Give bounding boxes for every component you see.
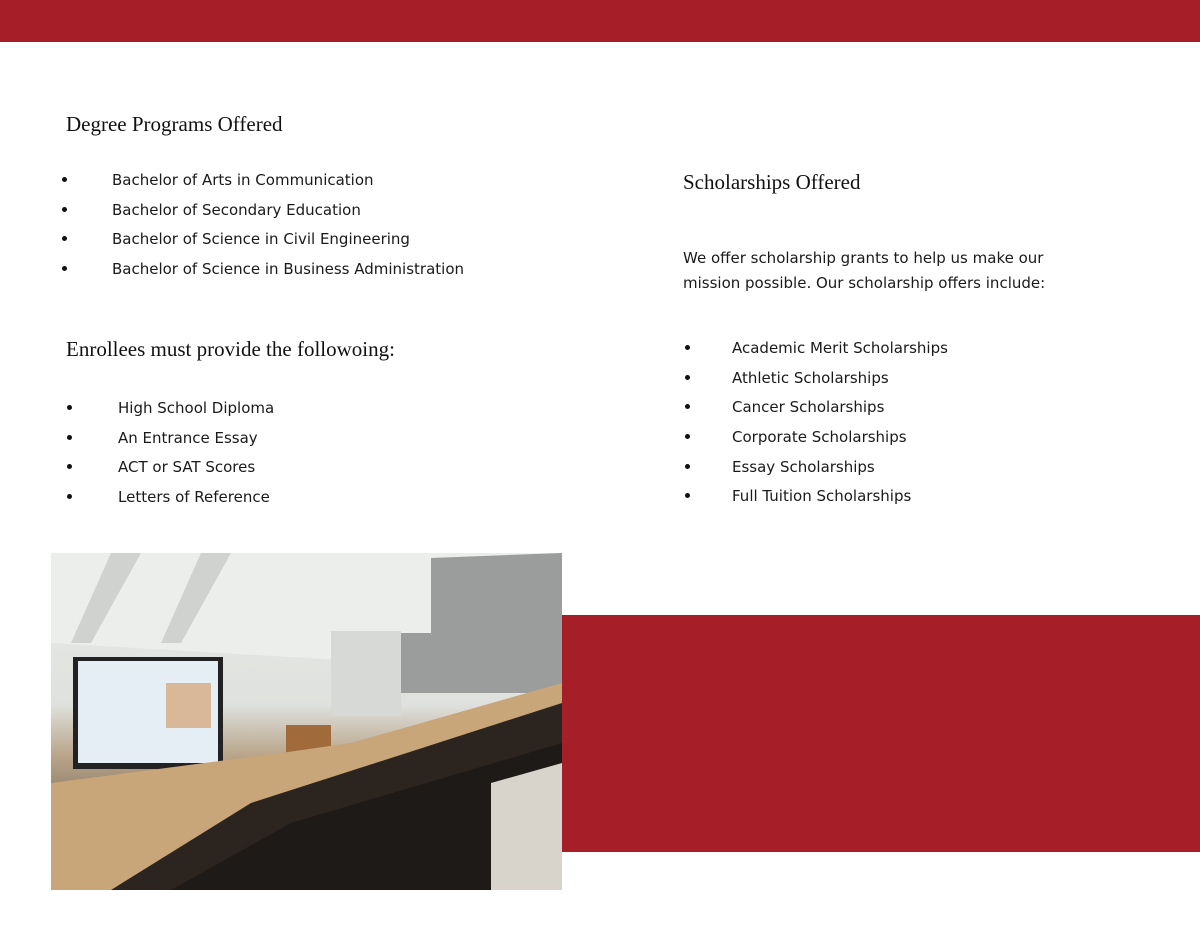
list-item bbox=[62, 229, 464, 259]
item-label: Bachelor of Science in Business Administration bbox=[112, 260, 465, 279]
item-label: Essay Scholarships bbox=[732, 457, 875, 476]
bullet-icon bbox=[67, 435, 72, 440]
lecture-hall-illustration bbox=[51, 553, 562, 890]
item-label: Bachelor of Science in Civil Engineering bbox=[112, 230, 410, 249]
item-label: Cancer Scholarships bbox=[732, 398, 885, 417]
bullet-icon bbox=[685, 404, 690, 409]
bullet-icon bbox=[685, 345, 690, 350]
bullet-icon bbox=[62, 207, 67, 212]
bullet-icon bbox=[685, 493, 690, 498]
list-item bbox=[685, 368, 948, 398]
item-label: Bachelor of Arts in Communication bbox=[112, 171, 374, 189]
bullet-icon bbox=[685, 464, 690, 469]
list-item bbox=[685, 427, 948, 457]
bullet-icon bbox=[62, 266, 67, 271]
bullet-icon bbox=[62, 177, 67, 182]
bullet-icon bbox=[67, 464, 72, 469]
list-item bbox=[62, 200, 464, 230]
list-item bbox=[685, 486, 948, 516]
bullet-icon bbox=[62, 236, 67, 241]
degrees-list bbox=[62, 170, 464, 289]
list-item bbox=[67, 487, 274, 517]
item-label: Full Tuition Scholarships bbox=[732, 487, 912, 506]
item-label: Athletic Scholarships bbox=[732, 368, 889, 387]
bullet-icon bbox=[685, 375, 690, 380]
item-label: Academic Merit Scholarships bbox=[732, 339, 948, 357]
top-banner bbox=[0, 0, 1200, 42]
item-label: ACT or SAT Scores bbox=[118, 458, 256, 477]
list-item bbox=[685, 397, 948, 427]
list-item bbox=[62, 170, 464, 200]
list-item bbox=[67, 457, 274, 487]
bullet-icon bbox=[685, 434, 690, 439]
requirements-list bbox=[67, 398, 274, 517]
item-label: Letters of Reference bbox=[118, 488, 270, 507]
item-label: Bachelor of Secondary Education bbox=[112, 200, 361, 219]
item-label: An Entrance Essay bbox=[118, 428, 258, 447]
lecture-hall-photo bbox=[51, 553, 562, 890]
scholarships-title: Scholarships Offered bbox=[683, 170, 861, 194]
bullet-icon bbox=[67, 494, 72, 499]
list-item bbox=[685, 338, 948, 368]
list-item bbox=[67, 428, 274, 458]
degrees-title: Degree Programs Offered bbox=[66, 112, 283, 136]
scholarships-intro: We offer scholarship grants to help us make our mission possible. Our scholarship offers include: bbox=[683, 249, 1046, 292]
item-label: High School Diploma bbox=[118, 399, 275, 417]
list-item bbox=[67, 398, 274, 428]
scholarships-list bbox=[685, 338, 948, 516]
accent-block bbox=[562, 615, 1200, 852]
requirements-title: Enrollees must provide the followoing: bbox=[66, 337, 395, 361]
list-item bbox=[62, 259, 464, 289]
item-label: Corporate Scholarships bbox=[732, 428, 907, 447]
bullet-icon bbox=[67, 405, 72, 410]
list-item bbox=[685, 457, 948, 487]
